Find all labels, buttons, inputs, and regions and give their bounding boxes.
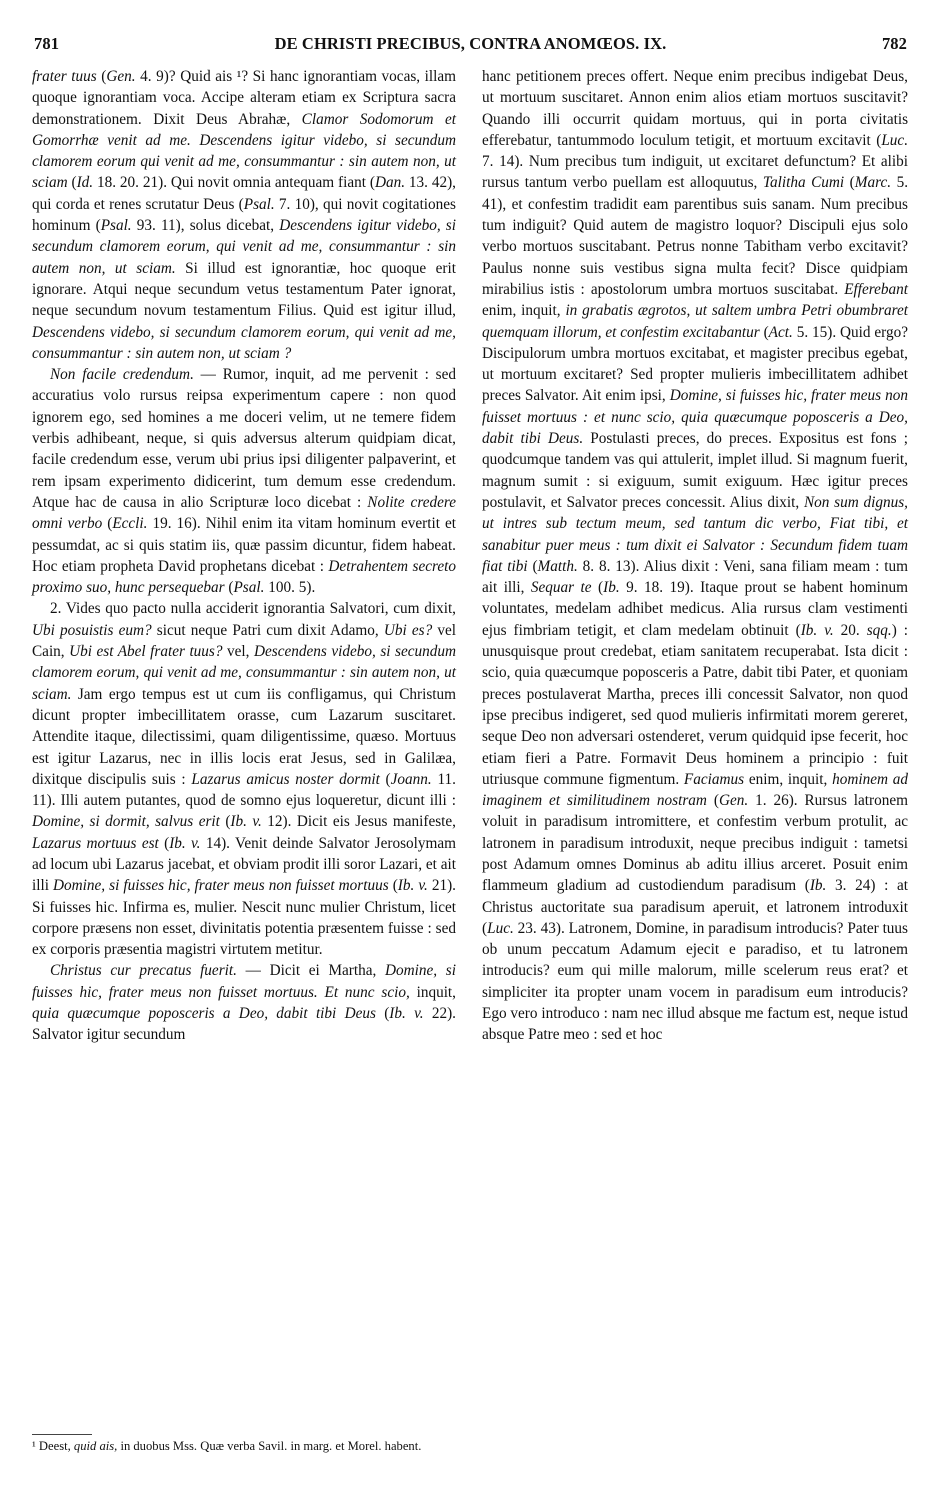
text-run: ) : unusquisque prout credebat, etiam sanitatem recuperabat. Ista dicit : scio, quia quæcumque poposceris a Patre, dabit tibi Pater, et quoniam preces postulaverat Martha, preces illi concessit Salvator, non quod ipse precibus indigeret, sed quod mulieris infirmitati morem gereret, seque Deo non adversari ostenderet, verum quidquid ipse fecerit, hoc etiam fieri a Patre. Formavit Deus hominem a principio : fuit utriusque commune figmentum. <box>482 621 909 788</box>
text-run: ( <box>219 813 231 831</box>
italic-text-run: Sequar te <box>530 579 592 597</box>
text-run: in duobus Mss. Quæ verba Savil. in marg. et Morel. habent. <box>117 1439 422 1453</box>
text-run: 13. 42), qui corda et renes scrutatur Deus ( <box>32 174 456 213</box>
paragraph <box>32 960 456 1045</box>
footnote-rule <box>32 1434 92 1435</box>
italic-text-run: quia quæcumque poposceris a Deo, dabit tibi Deus <box>32 1005 376 1023</box>
italic-text-run: Talitha Cumi <box>762 174 845 192</box>
italic-text-run: Domine, si dormit, salvus erit <box>32 813 220 831</box>
text-run: Postulasti preces, do preces. Expositus est fons ; quodcumque tandem vas qui attulerit, implet illud. Si magnum fuerit, magnum sumit : si exiguum, sumit exiguum. Hæc igitur preces postulavit, et Salvator preces concessit. Alius dixit, <box>482 430 908 511</box>
paragraph <box>32 364 456 598</box>
italic-text-run: in grabatis ægrotos, ut saltem umbra Petri obumbraret quemquam illorum, et confestim excitabantur <box>482 302 908 341</box>
text-run: sicut neque Patri cum dixit Adamo, <box>151 621 384 639</box>
italic-text-run: Detrahentem secreto proximo suo, hunc persequebar <box>32 557 456 597</box>
italic-text-run: Id. <box>76 174 94 192</box>
text-run: 11. 11). Illi autem putantes, quod de somno ejus loqueretur, dicunt illi : <box>32 770 456 810</box>
right-text-column <box>482 66 908 1046</box>
text-run: — Dicit ei Martha, <box>236 962 386 980</box>
text-run: 21). Si fuisses hic. Infirma es, mulier. Nescit nunc mulier Christum, licet corpore præsens non esset, divinitatis potentia præsentem fuisse : sed ex corporis præsentia magistri virtutem metitur. <box>32 877 456 959</box>
paragraph <box>32 598 456 960</box>
italic-text-run: Ib. v. <box>800 621 834 639</box>
text-run: vel, <box>222 643 254 661</box>
italic-text-run: Ib. v. <box>230 813 262 831</box>
text-run: 22). Salvator igitur secundum <box>32 1005 456 1044</box>
text-run: 9. 18. 19). Itaque prout se habent hominum voluntates, medelam adhibet medicus. Alia rursus clam vestimenti ejus fimbriam tetigit, et clam medelam obtinuit ( <box>482 579 908 639</box>
text-run: 3. 24) : at Christus auctoritate sua paradisum aperuit, et latronem introduxit ( <box>482 877 908 937</box>
text-run: vel Cain, <box>32 621 456 661</box>
italic-text-run: Domine, si fuisses hic, frater meus non fuisset mortuus. Et nunc scio, <box>32 962 456 1001</box>
text-run: ( <box>96 68 107 85</box>
italic-text-run: Matth. <box>537 557 578 575</box>
running-header <box>34 34 907 58</box>
text-run: 2. Vides quo pacto nulla acciderit ignorantia Salvatori, cum dixit, <box>50 600 456 618</box>
text-run: 7. 10), qui novit cogitationes hominum ( <box>32 195 456 235</box>
text-run: ( <box>844 174 855 192</box>
running-title: DE CHRISTI PRECIBUS, CONTRA ANOMŒOS. IX. <box>274 34 667 53</box>
text-run: ( <box>591 579 604 597</box>
italic-text-run: Descendens videbo, si secundum clamorem eorum, qui venit ad me, consummantur : sin autem non, ut sciam ? <box>32 323 456 362</box>
italic-text-run: Domine, si fuisses hic, frater meus non fuisset mortuus <box>53 877 389 895</box>
italic-text-run: Luc. <box>881 131 908 149</box>
italic-text-run: Clamor Sodomorum et Gomorrhæ venit ad me. Descendens igitur videbo, si secundum clamorem eorum qui venit ad me, consummantur : sin autem non, ut sciam <box>32 110 456 192</box>
italic-text-run: sqq. <box>866 621 892 639</box>
italic-text-run: Non facile credendum. <box>50 366 194 384</box>
italic-text-run: Act. <box>768 323 793 341</box>
text-run: ¹ Deest, <box>32 1439 74 1453</box>
italic-text-run: hominem ad imaginem et similitudinem nostram <box>482 770 908 810</box>
italic-text-run: Luc. <box>487 919 514 937</box>
text-run: — Rumor, inquit, ad me pervenit : sed accuratius volo rursus reipsa experimentum capere : non quod ignorem ego, sed homines a me doceri velim, ut ne temere fidem verbis adhibeant, neque, si quis adversus alterum quidpiam dicat, facile credendum esse, verum ubi prius ipsi diligenter palpaverint, et rem ipsam experimento didicerint, tum demum esse credendum. Atque hac de causa in alio Scripturæ loco dicebat : <box>32 366 456 511</box>
italic-text-run: Ubi est Abel frater tuus? <box>69 643 223 661</box>
italic-text-run: Psal. <box>100 217 132 235</box>
text-run: 100. 5). <box>264 579 316 597</box>
italic-text-run: Ib. <box>809 877 827 895</box>
italic-text-run: Ib. v. <box>397 877 428 895</box>
text-run: 5. 41), et confestim tradidit eam parentibus suis sanam. Num precibus tum indiguit? Quid autem de magistro loquor? Discipuli ejus solo verbo mortuos suscitabant. Petrus nonne Tabitham verbo excitavit? Paulus nonne suis vestibus signa multa fecit? Disce quidpiam mirabilius istis : apostolorum umbra mortuos suscitabat. <box>482 174 909 298</box>
italic-text-run: Joann. <box>390 770 432 788</box>
text-run: 8. 8. 13). Alius dixit : Veni, sana filiam meam : tum ait illi, <box>482 557 908 597</box>
text-run: 93. 11), solus dicebat, <box>131 217 280 235</box>
italic-text-run: Lazarus amicus noster dormit <box>191 770 380 788</box>
italic-text-run: Ib. <box>603 579 620 597</box>
left-text-column <box>32 66 456 1046</box>
footnote <box>32 1438 456 1455</box>
text-run: 1. 26). Rursus latronem voluit in paradisum intromittere, et confestim verbum protulit, ac latronem in paradisum introduxit, neque precibus indiguit : tametsi post Adamum omnes Dominus ab aditu illius arceret. Posuit enim flammeum gladium ad custodiendum paradisum ( <box>482 792 908 895</box>
text-run: ( <box>759 323 769 341</box>
text-run: ( <box>375 1005 390 1023</box>
italic-text-run: Ubi posuistis eum? <box>32 621 152 639</box>
italic-text-run: Lazarus mortuus est <box>32 834 159 852</box>
text-run: 4. 9)? Quid ais ¹? Si hanc ignorantiam vocas, illam quoque ignorantiam voca. Accipe alteram etiam ex Scriptura sacra demonstrationem. Dixit Deus Abrahæ, <box>32 68 456 128</box>
italic-text-run: quid ais, <box>73 1439 118 1453</box>
paragraph <box>482 66 908 1046</box>
italic-text-run: Nolite credere omni verbo <box>32 493 456 533</box>
italic-text-run: Christus cur precatus fuerit. <box>50 962 237 980</box>
italic-text-run: Faciamus <box>683 770 745 788</box>
text-run: ( <box>388 877 398 895</box>
text-run: 12). Dicit eis Jesus manifeste, <box>261 813 456 831</box>
text-run: 19. 16). Nihil enim ita vitam hominum evertit et pessumdat, ac si quis statim iis, quæ passim dicuntur, fidem habeat. Hoc etiam propheta David prophetans dicebat : <box>32 515 456 575</box>
text-run: Jam ergo tempus est ut cum iis confligamus, qui Christum dicunt propter imbecillitatem orasse, cum Lazarum suscitaret. Attendite itaque, dilectissimi, quam diligentissime, quæso. Mortuus est igitur Lazarus, nec in illis locis erat Jesus, sed in Galilæa, dixitque discipulis suis : <box>32 685 456 788</box>
italic-text-run: Ib. v. <box>169 834 201 852</box>
text-run: 20. <box>833 621 867 639</box>
italic-text-run: Gen. <box>718 792 749 810</box>
italic-text-run: Gen. <box>106 68 136 85</box>
text-run: enim, inquit, <box>482 302 566 320</box>
italic-text-run: Domine, si fuisses hic, frater meus non fuisset mortuus : et nunc scio, quia quæcumque poposceris a Deo, dabit tibi Deus. <box>482 387 908 448</box>
italic-text-run: Ubi es? <box>383 621 433 639</box>
text-run: 7. 14). Num precibus tum indiguit, ut excitaret defunctum? Et alibi rursus tantum verbo puellam est alloquutus, <box>482 153 908 192</box>
text-run: ( <box>102 515 113 533</box>
text-run: ( <box>379 770 391 788</box>
text-run: ( <box>67 174 77 192</box>
italic-text-run: frater tuus <box>32 68 97 85</box>
page-number-left: 781 <box>34 34 60 53</box>
italic-text-run: Marc. <box>854 174 892 192</box>
italic-text-run: Descendens igitur videbo, si secundum clamorem eorum, qui venit ad me, consummantur : sin autem non, ut sciam. <box>32 217 456 277</box>
text-run: Si illud est ignorantiæ, hoc quoque erit ignorare. Atqui neque secundum vetus testamentum Pater ignorat, neque secundum novum testamentum Filius. Quid est igitur illud, <box>32 259 456 320</box>
text-run: ( <box>706 792 719 810</box>
text-run: 23. 43). Latronem, Domine, in paradisum introducis? Pater tuus ob unum peccatum Adamum ejecit e paradiso, et tu latronem introducis? eum qui mille malorum, mille scelerum reus erat? et simpliciter ita propter unam vocem in paradisum eum introducis? Ego vero introduco : nam nec illud absque me factum est, neque istud absque Patre meo : sed et hoc <box>482 919 908 1044</box>
text-run: ( <box>527 557 538 575</box>
italic-text-run: Dan. <box>374 174 406 192</box>
italic-text-run: Ib. v. <box>389 1005 424 1023</box>
text-run: 5. 15). Quid ergo? Discipulorum umbra mortuos excitabat, et magister precibus egebat, ut mortuum excitaret? Sed propter mulieris imbecillitatem adhibet preces Salvator. Ait enim ipsi, <box>482 323 909 405</box>
italic-text-run: Descendens videbo, si secundum clamorem eorum, qui venit ad me, consummantur : sin autem non, ut sciam. <box>32 643 456 703</box>
text-run: ( <box>158 834 170 852</box>
italic-text-run: Non sum dignus, ut intres sub tectum meum, sed tantum dic verbo, Fiat tibi, et sanabitur puer meus : tum dixit ei Salvator : Secundum fidem tuam fiat tibi <box>482 493 908 575</box>
text-run: 18. 20. 21). Qui novit omnia antequam fiant ( <box>93 174 375 192</box>
text-run: 14). Venit deinde Salvator Jerosolymam ad locum ubi Lazarus jacebat, et obviam prodit illi soror Lazari, et ait illi <box>32 834 456 895</box>
text-run: inquit, <box>409 983 456 1001</box>
text-run: hanc petitionem preces offert. Neque enim precibus indigebat Deus, ut mortuum suscitaret. Annon enim alios etiam mortuos suscitavit? Quando illi occurrit quidam mortuus, qui in porta civitatis efferebatur, tantummodo loculum tetigit, et mortuum excitavit ( <box>482 68 908 149</box>
page-number-right: 782 <box>881 34 907 53</box>
italic-text-run: Efferebant <box>844 280 908 298</box>
text-run: ( <box>224 579 234 597</box>
paragraph <box>32 66 456 364</box>
text-run: enim, inquit, <box>744 770 833 788</box>
italic-text-run: Psal. <box>233 579 265 597</box>
italic-text-run: Psal. <box>243 195 275 213</box>
italic-text-run: Eccli. <box>112 515 148 533</box>
